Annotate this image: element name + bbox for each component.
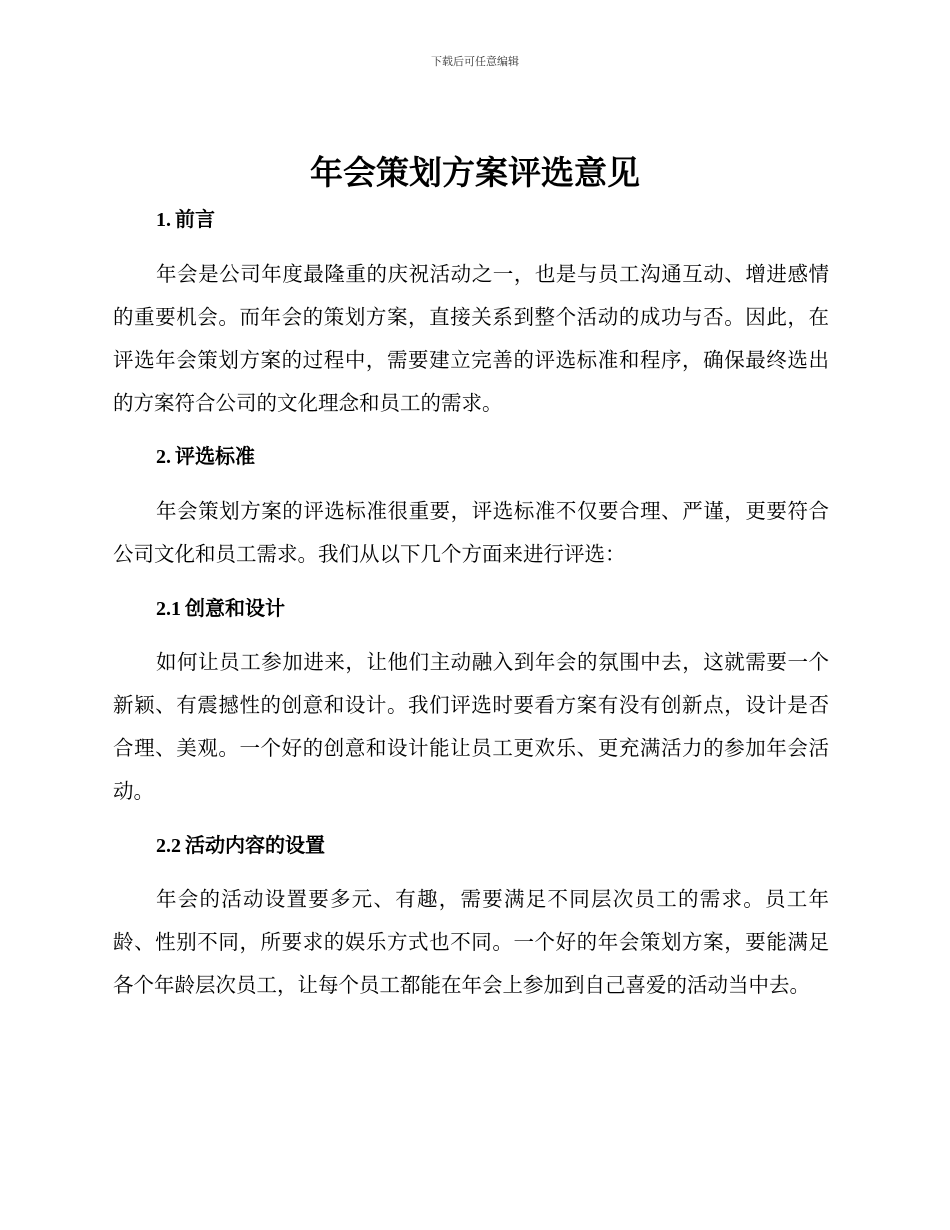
section-heading-text: 前言: [175, 207, 215, 231]
section-heading-creativity: [156, 594, 285, 623]
section-heading-text: 创意和设计: [185, 596, 285, 620]
section-number: 2.1: [156, 598, 181, 620]
section-heading-activities: [156, 831, 325, 860]
section-paragraph-creativity: 如何让员工参加进来，让他们主动融入到年会的氛围中去，这就需要一个新颖、有震撼性的创意和设计。我们评选时要看方案有没有创新点，设计是否合理、美观。一个好的创意和设计能让员工更欢乐、更充满活力的参加年会活动。: [113, 650, 829, 803]
section-paragraph-activities: 年会的活动设置要多元、有趣，需要满足不同层次员工的需求。员工年龄、性别不同，所要求的娱乐方式也不同。一个好的年会策划方案，要能满足各个年龄层次员工，让每个员工都能在年会上参加到自己喜爱的活动当中去。: [113, 887, 829, 997]
section-number: 2.2: [156, 835, 181, 857]
page-header-note: 下载后可任意编辑: [431, 55, 519, 68]
section-paragraph-criteria: 年会策划方案的评选标准很重要，评选标准不仅要合理、严谨，更要符合公司文化和员工需求。我们从以下几个方面来进行评选：: [113, 499, 829, 566]
section-number: 2.: [156, 446, 171, 468]
section-heading-criteria: [156, 442, 255, 471]
section-number: 1.: [156, 209, 171, 231]
section-paragraph-preface: 年会是公司年度最隆重的庆祝活动之一，也是与员工沟通互动、增进感情的重要机会。而年会的策划方案，直接关系到整个活动的成功与否。因此，在评选年会策划方案的过程中，需要建立完善的评选标准和程序，确保最终选出的方案符合公司的文化理念和员工的需求。: [113, 262, 829, 415]
document-title: 年会策划方案评选意见: [310, 153, 640, 192]
section-heading-preface: [156, 205, 215, 234]
section-heading-text: 评选标准: [175, 444, 255, 468]
section-heading-text: 活动内容的设置: [185, 833, 325, 857]
